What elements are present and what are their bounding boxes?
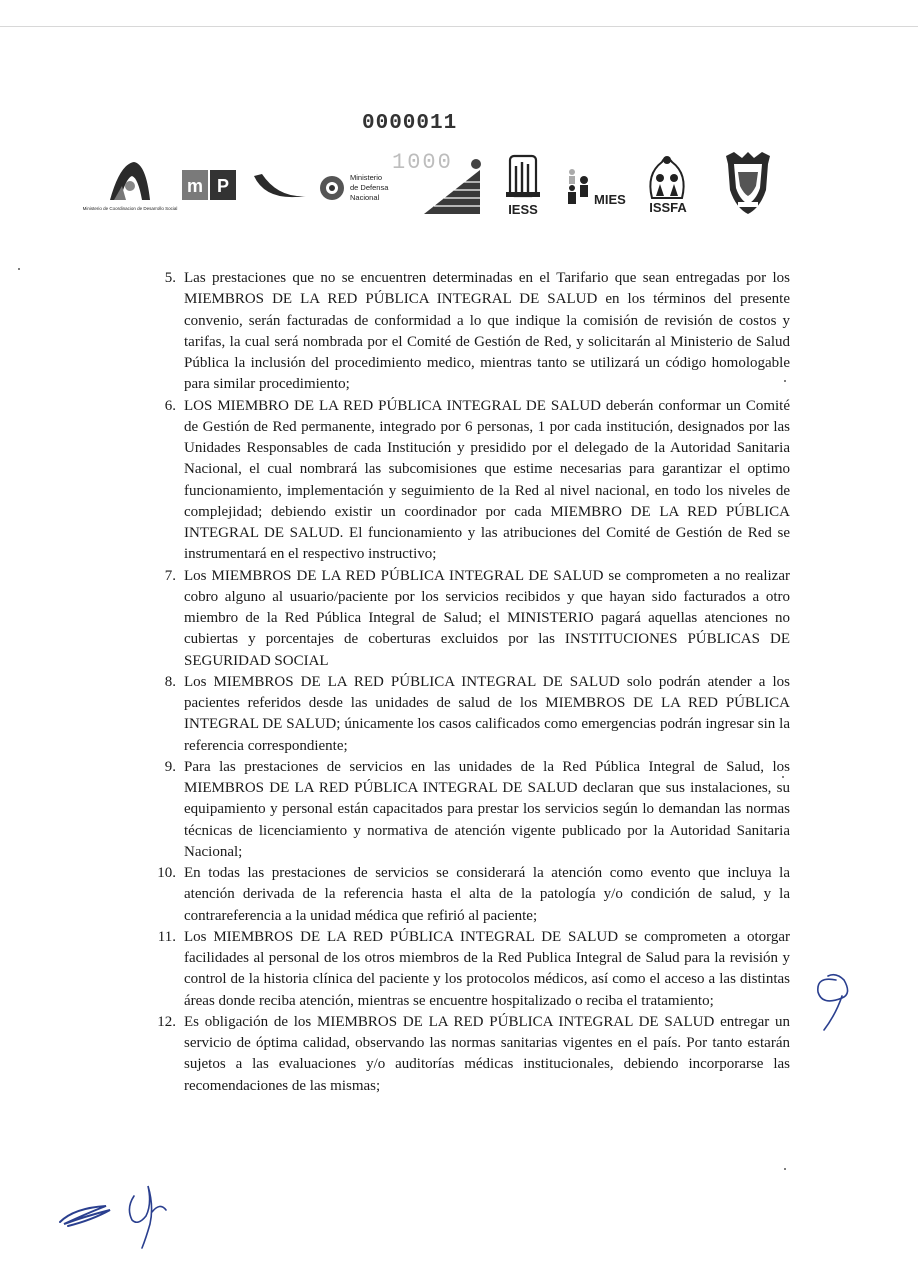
iess-caption: IESS: [508, 202, 538, 217]
clause-number: 12.: [157, 1013, 176, 1030]
faint-stamp: 1000: [392, 150, 453, 175]
ministerio-coordinador-caption: Ministerio de Coordinacion de Desarrollo Social: [82, 206, 178, 211]
swoosh-logo: [252, 168, 310, 208]
defensa-caption-line-1: Ministerio: [350, 173, 383, 182]
msp-p-letter: P: [216, 176, 230, 196]
issfa-caption: ISSFA: [649, 200, 687, 215]
defensa-caption-line-3: Nacional: [350, 193, 380, 202]
clause-text: Los MIEMBROS DE LA RED PÚBLICA INTEGRAL DE SALUD se comprometen a otorgar facilidades al personal de los otros miembros de la Red Publica Integral de Salud para la revisión y control de la historia clínica del paciente y los protocolos médicos, así como el acceso a las distintas áreas donde reciba atención, mientras se encuentre hospitalizado o reciba el tratamiento;: [184, 928, 790, 1009]
clause-number: 11.: [157, 928, 176, 945]
scan-edge-line: [0, 26, 918, 27]
page-number: 0000011: [362, 112, 458, 135]
clause-item: [150, 1012, 790, 1097]
clause-item: [150, 268, 790, 396]
institution-logo-strip: [82, 150, 800, 222]
msp-m-letter: m: [186, 176, 204, 196]
scan-speck: [784, 1168, 786, 1170]
isspol-shield-logo: [720, 150, 776, 218]
clause-text: LOS MIEMBRO DE LA RED PÚBLICA INTEGRAL DE SALUD deberán conformar un Comité de Gestión de Red permanente, integrado por 6 personas, 1 por cada institución, designados por las Unidades Responsables de cada Institución y presidido por el delegado de la Autoridad Sanitaria Nacional, el cual nombrará las subcomisiones que estime necesarias para garantizar el optimo funcionamiento, implementación y seguimiento de la Red al nivel nacional, en todo los niveles de complejidad; debiendo existir un coordinador por cada MIEMBRO DE LA RED PÚBLICA INTEGRAL DE SALUD. El funcionamiento y las atribuciones del Comité de Gestión de Red se instrumentará en el respectivo instructivo;: [184, 397, 790, 563]
clause-item: [150, 566, 790, 672]
clause-number: 6.: [164, 397, 176, 414]
defensa-caption-line-2: de Defensa: [350, 183, 389, 192]
clause-item: [150, 863, 790, 927]
clause-text: Los MIEMBROS DE LA RED PÚBLICA INTEGRAL DE SALUD se comprometen a no realizar cobro alguno al usuario/paciente por los servicios recibidos y que hayan sido facturados a otro miembro de la Red Pública Integral de Salud; el MINISTERIO pagará aquellas atenciones no cubiertas y porcentajes de coberturas excluidos por las INSTITUCIONES PÚBLICAS DE SEGURIDAD SOCIAL: [184, 567, 790, 669]
clause-list: [150, 268, 790, 1097]
clause-number: 7.: [164, 567, 176, 584]
clause-text: Los MIEMBROS DE LA RED PÚBLICA INTEGRAL DE SALUD solo podrán atender a los pacientes referidos desde las unidades de salud de los MIEMBROS DE LA RED PÚBLICA INTEGRAL DE SALUD; únicamente los casos calificados como emergencias podrán ingresar sin la referencia correspondiente;: [184, 673, 790, 754]
iess-logo: [502, 152, 544, 218]
clause-item: [150, 672, 790, 757]
clause-text: En todas las prestaciones de servicios se considerará la atención como evento que incluya la atención derivada de la referencia hasta el alta de la patología y/o condición de salud, y la contrareferencia a la unidad médica que refirió al paciente;: [184, 865, 790, 924]
clause-number: 5.: [164, 270, 176, 286]
mies-logo: [566, 158, 638, 214]
scan-speck: [782, 776, 784, 778]
scan-speck: [784, 380, 786, 382]
clause-item: [150, 396, 790, 566]
clause-item: [150, 927, 790, 1012]
clause-number: 8.: [164, 673, 176, 690]
scan-speck: [18, 268, 20, 270]
handwritten-initials-signature: [56, 1176, 186, 1256]
stair-logo: [420, 156, 490, 216]
clause-number: 10.: [157, 865, 176, 881]
clause-item: [150, 757, 790, 863]
mies-caption: MIES: [594, 192, 626, 207]
clause-number: 9.: [164, 758, 176, 775]
clause-text: Las prestaciones que no se encuentren determinadas en el Tarifario que sean entregadas por los MIEMBROS DE LA RED PÚBLICA INTEGRAL DE SALUD en los términos del presente convenio, serán facturadas de conformidad a lo que indique la comisión de revisión de costos y tarifas, la cual será nombrada por el Comité de Gestión de Red, y solicitarán al Ministerio de Salud Pública la inclusión del procedimiento medico, mientras tanto se utilizará un código homologable para similar procedimiento;: [184, 270, 790, 393]
clause-text: Para las prestaciones de servicios en las unidades de la Red Pública Integral de Salud, los MIEMBROS DE LA RED PÚBLICA INTEGRAL DE SALUD declaran que sus instalaciones, su equipamiento y personal están capacitados para prestar los servicios según lo demandan las normas técnicas de licenciamiento y normativa de atención vigente publicado por la Autoridad Sanitaria Nacional;: [184, 758, 790, 860]
clause-text: Es obligación de los MIEMBROS DE LA RED PÚBLICA INTEGRAL DE SALUD entregar un servicio de óptima calidad, observando las normas sanitarias vigentes en el país. Por tanto estarán sujetos a las evaluaciones y/o auditorías médicas institucionales, debiendo incorporarse las recomendaciones de las mismas;: [184, 1013, 790, 1094]
msp-logo: [182, 164, 242, 208]
handwritten-page-mark: [806, 968, 862, 1036]
ministerio-defensa-logo: [318, 166, 408, 212]
ministerio-coordinador-logo: [82, 156, 178, 218]
issfa-logo: [632, 150, 704, 216]
